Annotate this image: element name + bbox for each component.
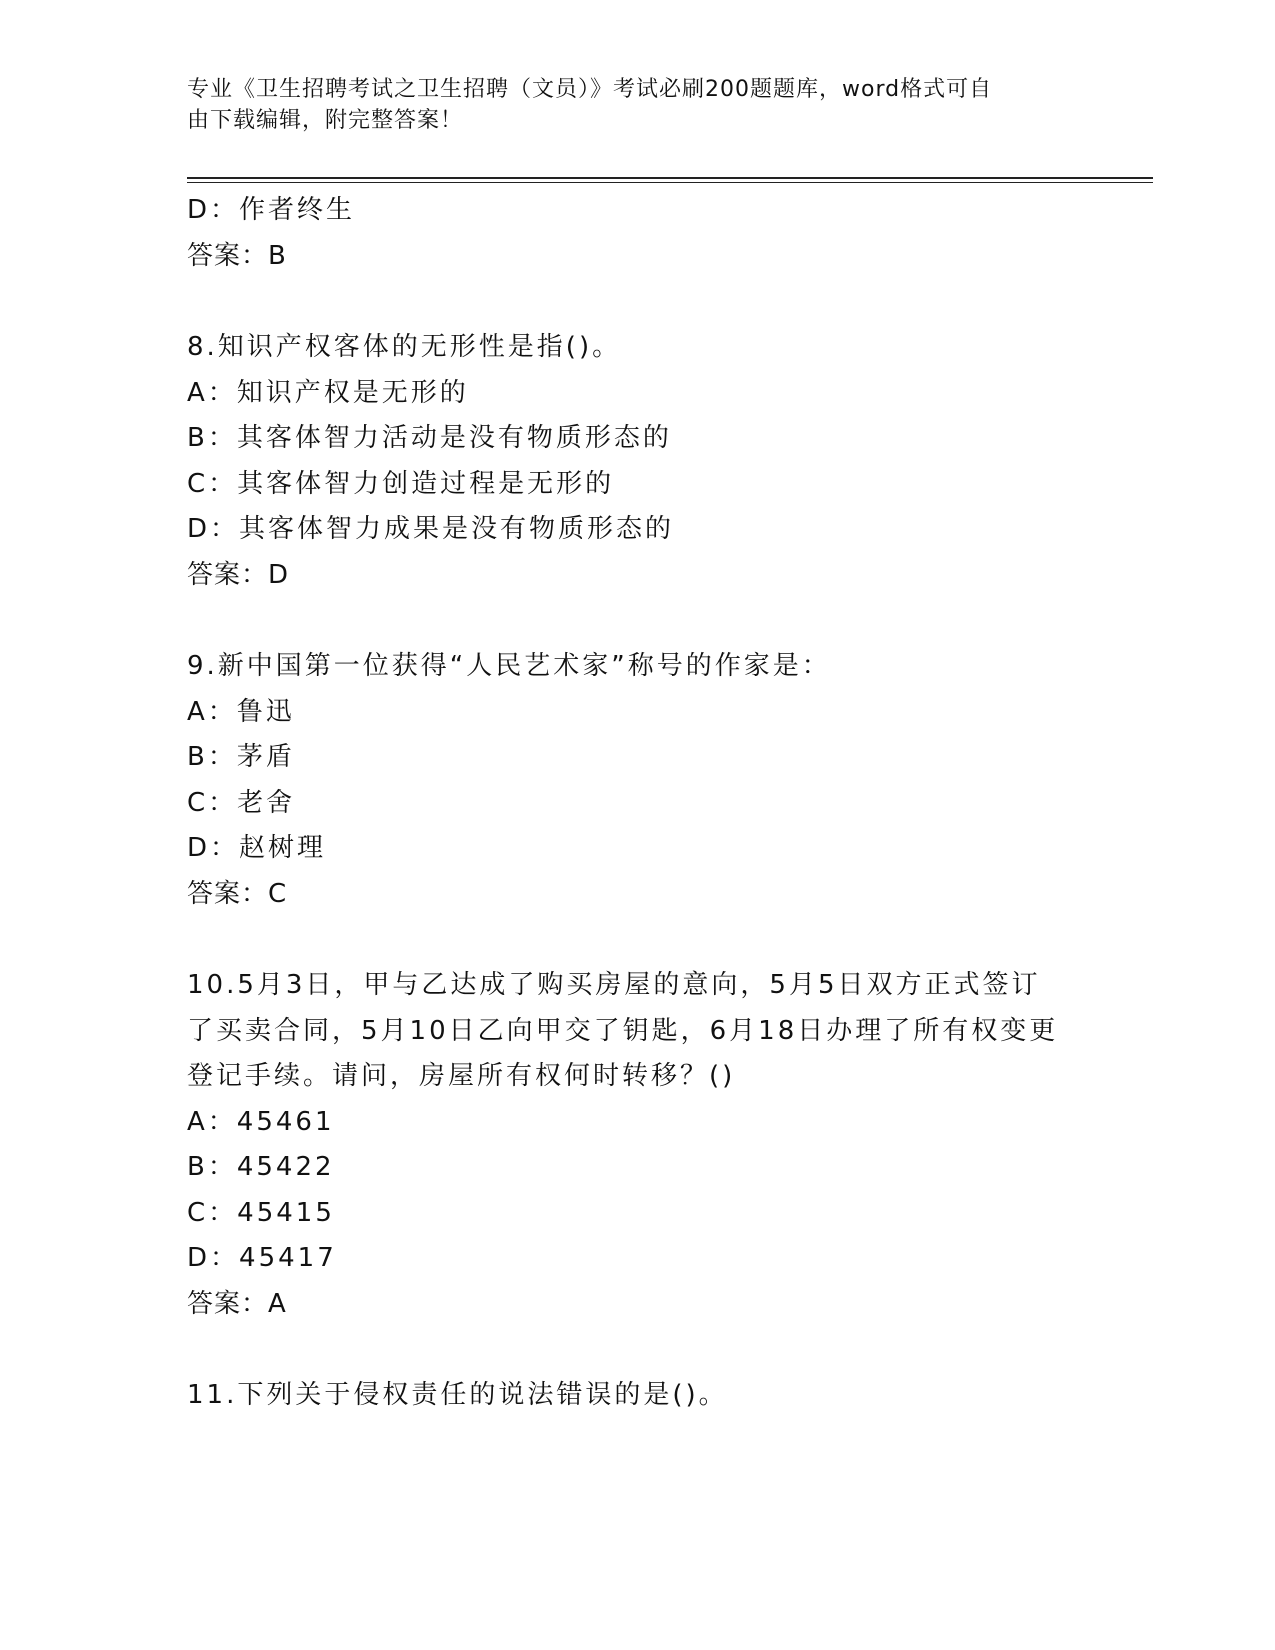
option-d: D：作者终生 (187, 195, 356, 225)
option-c: C：老舍 (187, 787, 296, 818)
question-stem-line-2: 了买卖合同，5月10日乙向甲交了钥匙，6月18日办理了所有权变更 (187, 1015, 1059, 1046)
option-b: B：茅盾 (187, 742, 295, 772)
option-b: B：其客体智力活动是没有物质形态的 (187, 423, 672, 453)
question-stem: 11.下列关于侵权责任的说法错误的是()。 (187, 1380, 728, 1410)
option-d: D：45417 (187, 1243, 337, 1273)
answer: 答案：A (187, 1288, 287, 1319)
question-stem-line-1: 10.5月3日，甲与乙达成了购买房屋的意向，5月5日双方正式签订 (187, 970, 1041, 1000)
option-a: A：知识产权是无形的 (187, 377, 469, 408)
question-9 (187, 644, 1117, 917)
question-10 (187, 963, 1117, 1327)
option-b: B：45422 (187, 1152, 335, 1182)
answer: 答案：C (187, 878, 288, 909)
question-11 (187, 1373, 1117, 1419)
document-body (187, 188, 1117, 1419)
option-c: C：其客体智力创造过程是无形的 (187, 468, 615, 499)
header-line-1: 专业《卫生招聘考试之卫生招聘（文员）》考试必刷200题题库，word格式可自 (187, 77, 993, 102)
option-a: A：45461 (187, 1106, 335, 1137)
question-stem-line-3: 登记手续。请问，房屋所有权何时转移？() (187, 1061, 736, 1091)
document-header (187, 74, 1067, 136)
header-line-2: 由下载编辑，附完整答案！ (187, 108, 464, 133)
question-stem: 8.知识产权客体的无形性是指()。 (187, 332, 622, 362)
question-7-tail (187, 188, 1117, 279)
option-d: D：其客体智力成果是没有物质形态的 (187, 514, 675, 544)
option-c: C：45415 (187, 1197, 335, 1228)
option-a: A：鲁迅 (187, 696, 295, 727)
answer: 答案：D (187, 559, 290, 590)
option-d: D：赵树理 (187, 833, 327, 863)
header-divider-thick (187, 177, 1153, 179)
answer: 答案：B (187, 240, 287, 271)
question-stem: 9.新中国第一位获得“人民艺术家”称号的作家是： (187, 651, 831, 681)
header-divider-thin (187, 182, 1153, 183)
question-8 (187, 325, 1117, 598)
